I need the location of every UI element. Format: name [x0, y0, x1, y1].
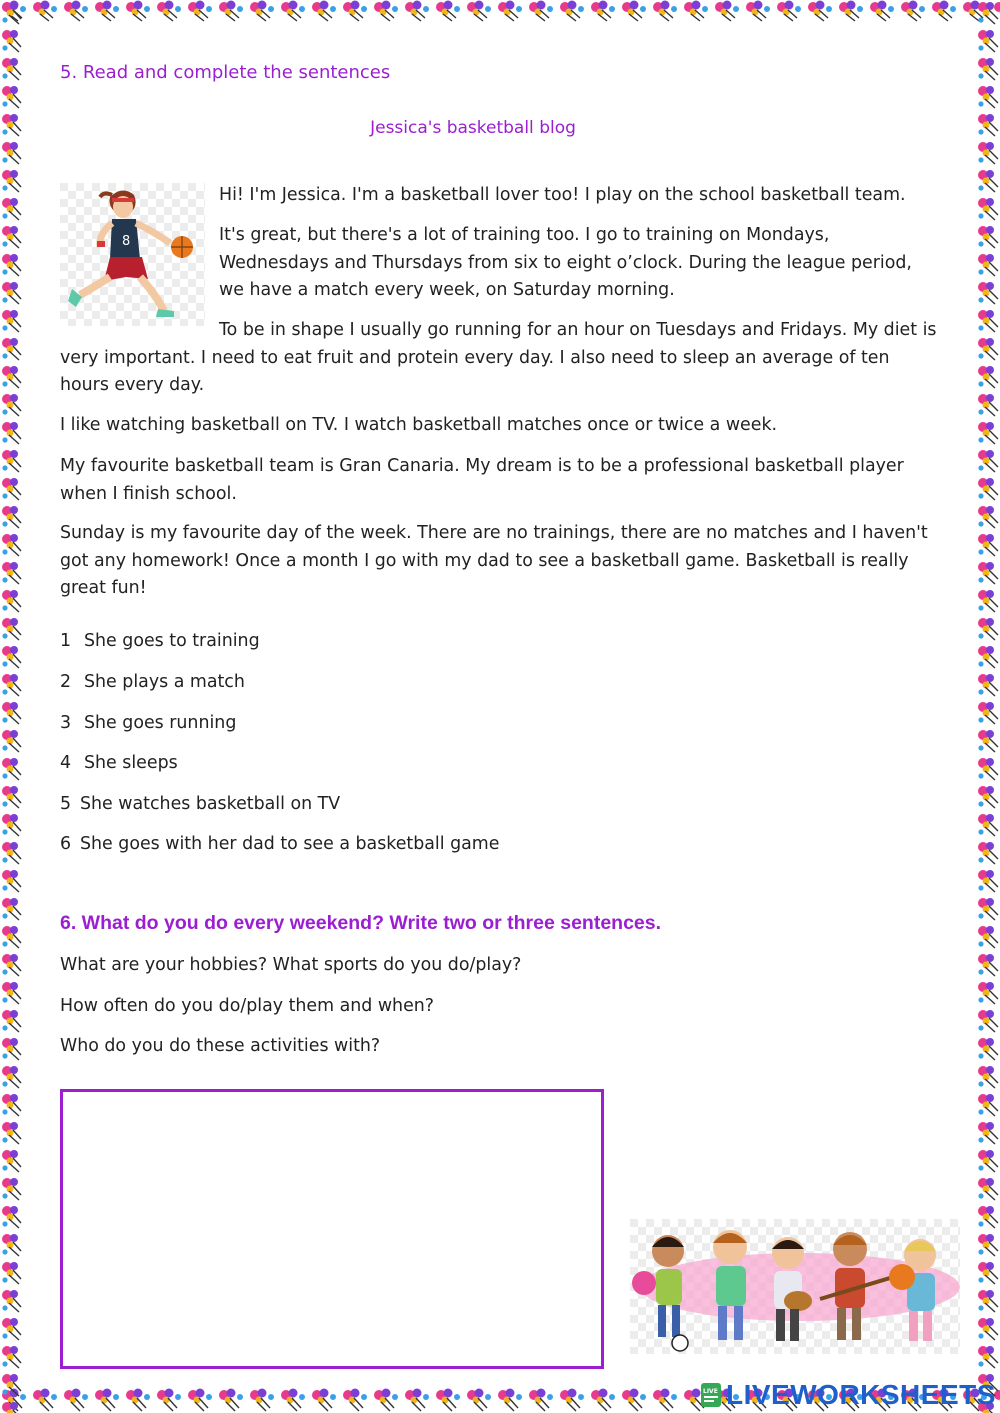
- paragraph-text: To be in shape I usually go running for an hour on Tuesdays and Fridays. My diet is very important. I need to eat fruit and protein every day. I also need to sleep an average of ten hours every day.: [60, 320, 937, 395]
- question-item: [60, 631, 260, 651]
- question-number: 1: [60, 631, 72, 651]
- balloon-border-icon: [0, 0, 22, 1413]
- exercise-5-heading: 5. Read and complete the sentences: [60, 62, 391, 83]
- question-item: [60, 713, 236, 733]
- question-number: 4: [60, 753, 72, 773]
- basketball-player-image: [60, 183, 205, 326]
- question-number: 5: [60, 794, 72, 814]
- question-number: 6: [60, 834, 72, 854]
- page-border-right: [974, 0, 1000, 1413]
- balloon-border-icon: [0, 0, 1000, 22]
- page-border-top: [0, 0, 1000, 22]
- liveworksheets-mark-icon: [700, 1382, 722, 1408]
- logo-mark-text: LIVE: [703, 1388, 718, 1395]
- answer-text-box[interactable]: [60, 1089, 604, 1369]
- paragraph-text: I like watching basketball on TV. I watch basketball matches once or twice a week.: [60, 415, 778, 435]
- question-number: 3: [60, 713, 72, 733]
- question-text: She watches basketball on TV: [80, 794, 341, 814]
- blog-paragraph-2: [219, 222, 940, 305]
- jersey-number: 8: [122, 234, 131, 249]
- logo-text: LIVEWORKSHEETS: [726, 1379, 996, 1410]
- question-number: 2: [60, 672, 72, 692]
- blog-paragraph-5: [60, 453, 940, 508]
- blog-paragraph-1: [219, 182, 940, 210]
- blog-title: Jessica's basketball blog: [370, 118, 576, 138]
- question-item: [60, 794, 340, 814]
- page-border-left: [0, 0, 22, 1413]
- balloon-border-icon: [974, 0, 1000, 1413]
- paragraph-text: Hi! I'm Jessica. I'm a basketball lover too! I play on the school basketball team.: [219, 185, 906, 205]
- prompt-who-with: Who do you do these activities with?: [60, 1036, 381, 1056]
- liveworksheets-logo: [700, 1380, 996, 1410]
- paragraph-text: It's great, but there's a lot of training too. I go to training on Mondays, Wednesdays and Thursdays from six to eight o’clock. During the league period, we have a match every week, on Saturday morning.: [219, 225, 912, 300]
- question-text: She goes with her dad to see a basketball game: [80, 834, 500, 854]
- question-item: [60, 834, 499, 854]
- question-text: She plays a match: [84, 672, 245, 692]
- question-item: [60, 753, 178, 773]
- question-text: She goes running: [84, 713, 237, 733]
- blog-paragraph-6: [60, 520, 940, 603]
- blog-paragraph-3: [60, 317, 940, 400]
- blog-paragraph-4: [60, 412, 940, 440]
- question-item: [60, 672, 245, 692]
- paragraph-text: Sunday is my favourite day of the week. There are no trainings, there are no matches and I haven't got any homework! Once a month I go with my dad to see a basketball game. Basketball is really great fun!: [60, 523, 928, 598]
- kids-activities-image: [630, 1219, 960, 1354]
- prompt-hobbies: What are your hobbies? What sports do you do/play?: [60, 955, 522, 975]
- prompt-how-often: How often do you do/play them and when?: [60, 996, 435, 1016]
- paragraph-text: My favourite basketball team is Gran Canaria. My dream is to be a professional basketball player when I finish school.: [60, 456, 904, 504]
- exercise-6-heading: 6. What do you do every weekend? Write two or three sentences.: [60, 912, 662, 934]
- question-text: She sleeps: [84, 753, 178, 773]
- question-text: She goes to training: [84, 631, 260, 651]
